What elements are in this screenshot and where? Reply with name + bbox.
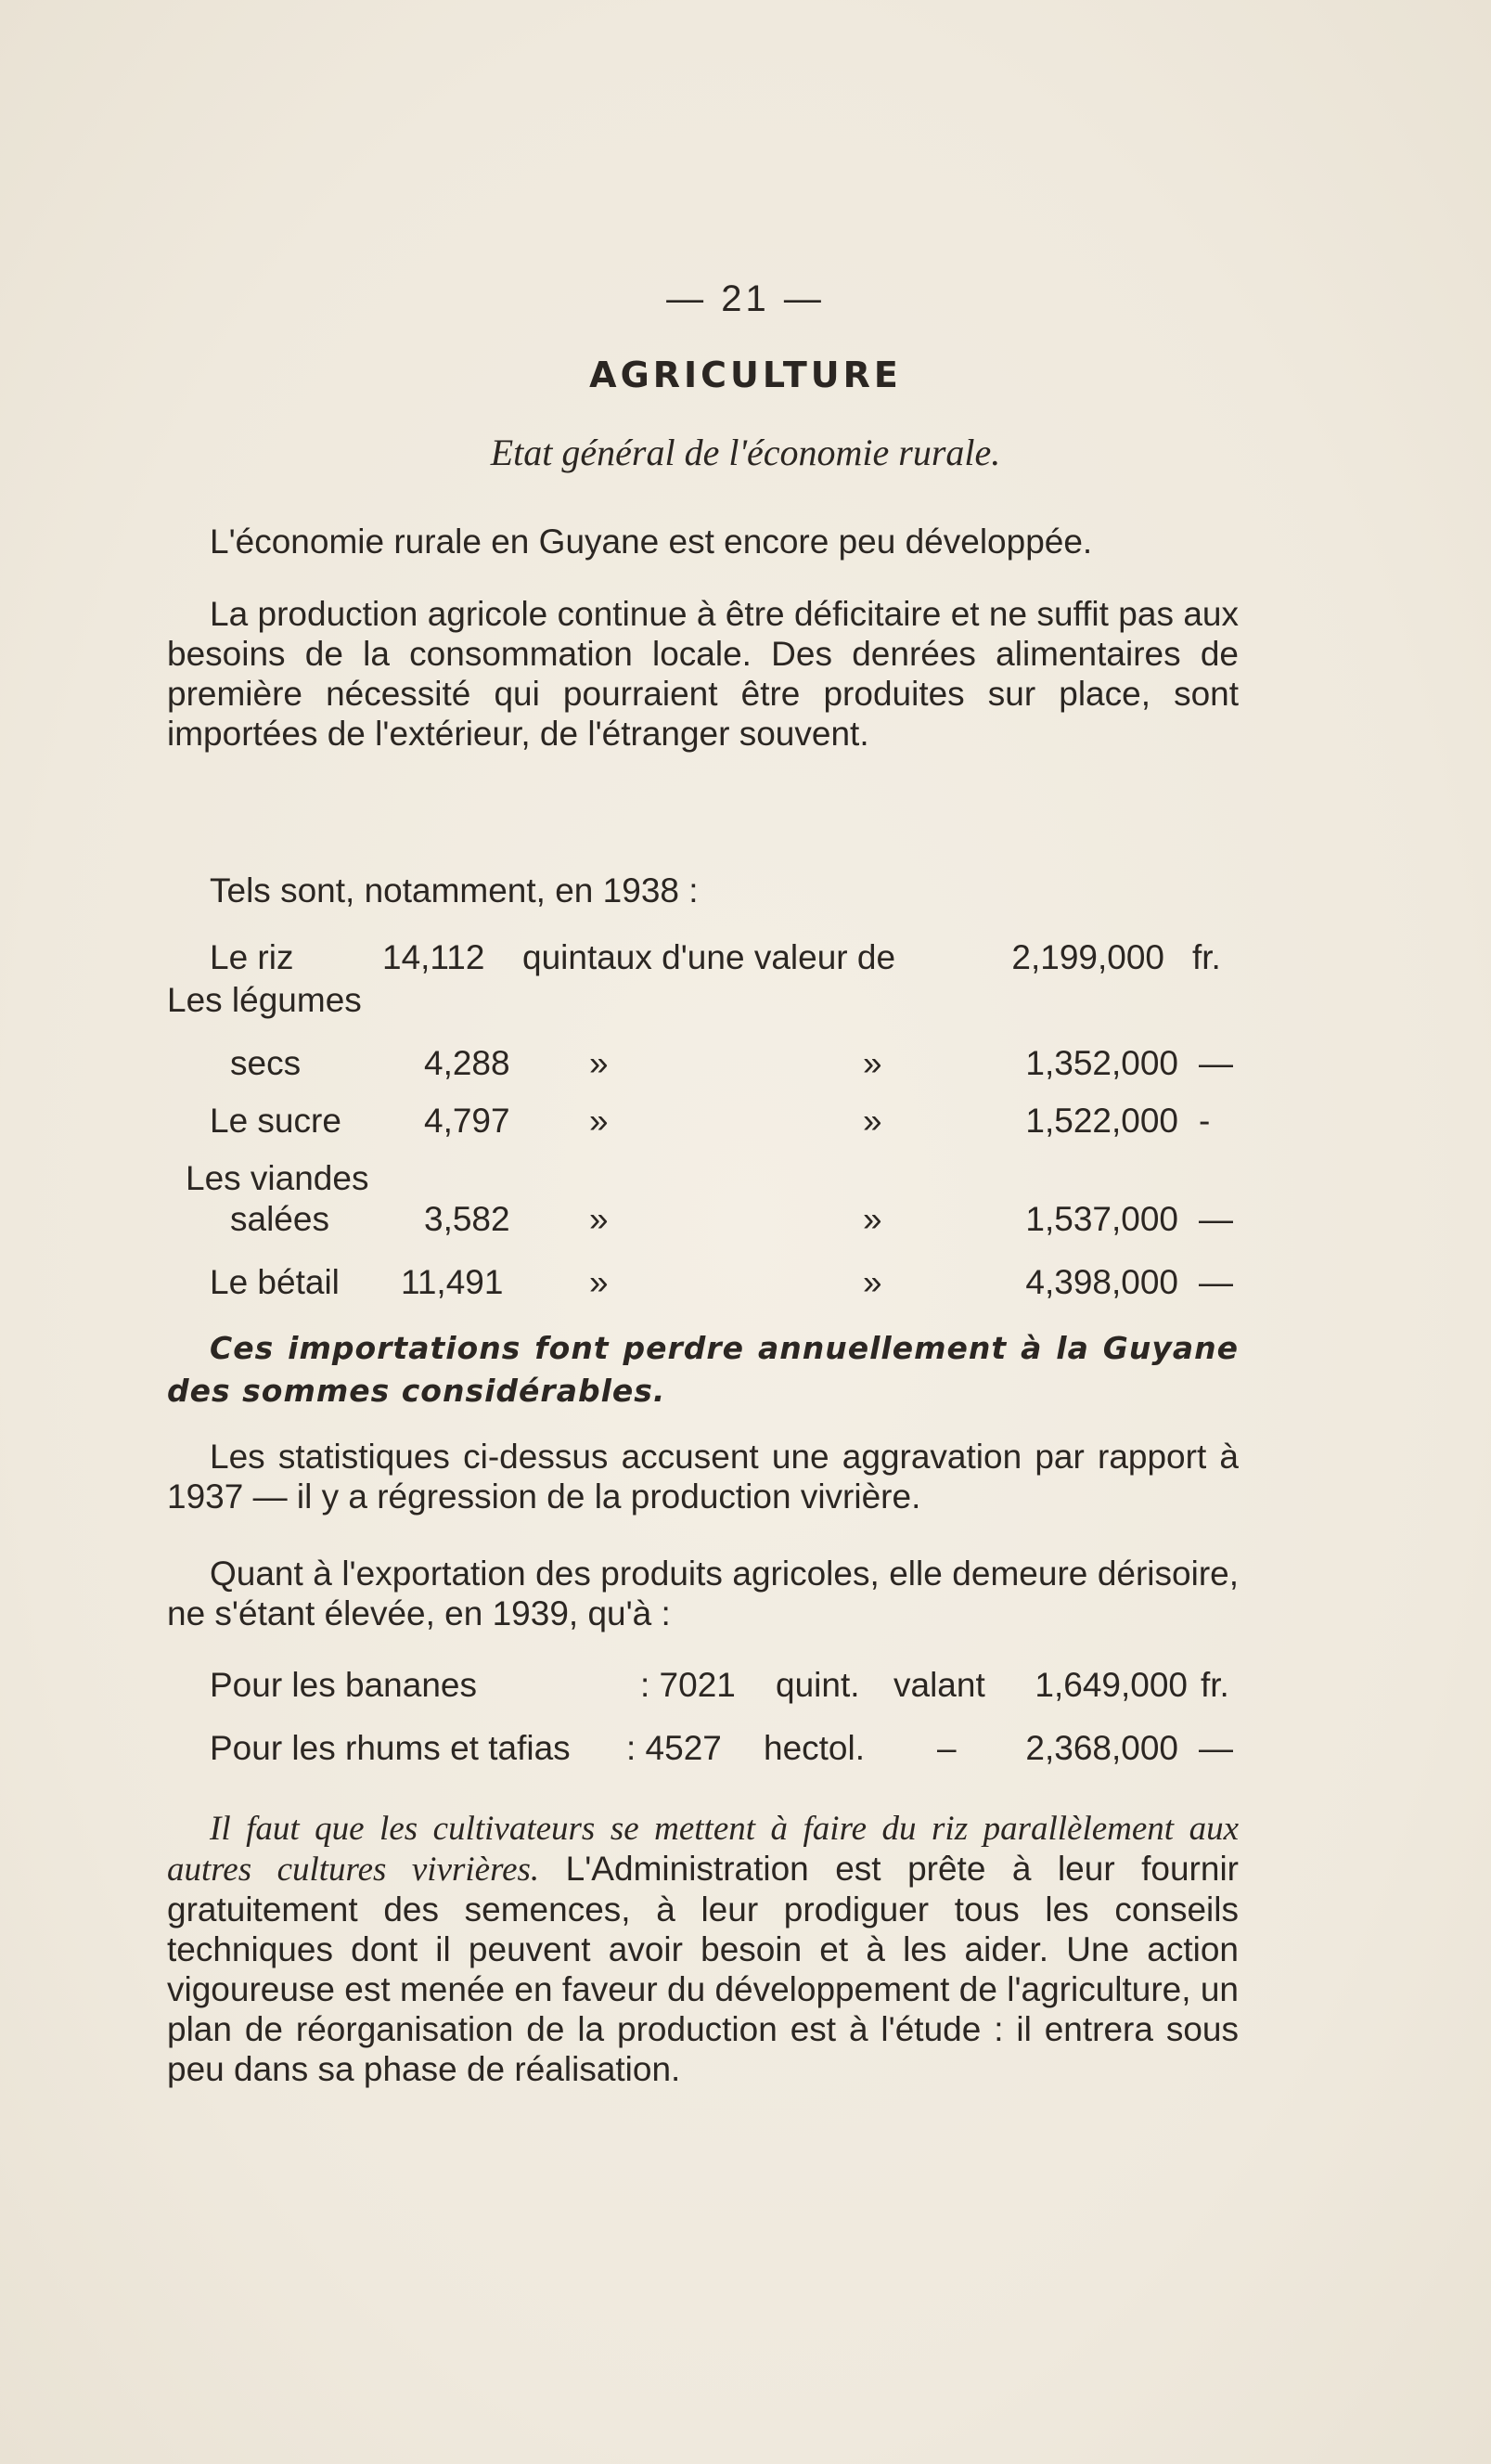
import-label: secs — [230, 1044, 302, 1082]
import-value: 2,199,000 — [1011, 938, 1164, 976]
export-unit: quint. — [776, 1666, 860, 1704]
export-quantity: : 4527 — [626, 1729, 722, 1767]
section-subtitle: Etat général de l'économie rurale. — [490, 432, 1001, 473]
import-label: Le bétail — [210, 1263, 340, 1301]
ditto-mark: » — [863, 1200, 882, 1238]
paragraph-recommendation — [167, 1808, 1239, 2089]
export-quantity: : 7021 — [640, 1666, 736, 1704]
import-quantity: 11,491 — [401, 1263, 504, 1301]
ditto-mark: » — [589, 1200, 609, 1238]
import-label: salées — [230, 1200, 329, 1238]
section-title: AGRICULTURE — [589, 355, 902, 395]
import-quantity: 4,288 — [424, 1044, 510, 1082]
paragraph-production: La production agricole continue à être déficitaire et ne suffit pas aux besoins de la consommation locale. Des denrées alimentaires de première nécessité qui pourraient être produites sur place, sont importées de l'extérieur, de l'étranger souvent. — [167, 595, 1239, 753]
ditto-mark: » — [863, 1263, 882, 1301]
import-value: 4,398,000 — [1025, 1263, 1178, 1301]
ditto-mark: » — [589, 1044, 609, 1082]
export-unit: hectol. — [764, 1729, 866, 1767]
recommendation-italic: Il faut que les cultivateurs se mettent à faire du riz parallèlement aux autres cultures vivrières. — [167, 1810, 1239, 1889]
import-unit: fr. — [1192, 938, 1221, 976]
export-value: 2,368,000 — [1025, 1729, 1178, 1767]
import-description: quintaux d'une valeur de — [522, 938, 896, 976]
import-label: Les légumes — [167, 981, 362, 1019]
import-quantity: 3,582 — [424, 1200, 510, 1238]
paragraph-intro: L'économie rurale en Guyane est encore peu développée. — [210, 522, 1093, 561]
dash-mark: — — [1199, 1044, 1233, 1082]
export-label: Pour les bananes — [210, 1666, 477, 1704]
paragraph-losses: Ces importations font perdre annuellement à la Guyane des sommes considérables. — [167, 1330, 1239, 1409]
paragraph-1938: Tels sont, notamment, en 1938 : — [210, 871, 699, 909]
recommendation-text: L'Administration est prête à leur fournir gratuitement des semences, à leur prodiguer tous les conseils techniques dont il peuvent avoir besoin et à les aider. Une action vigoureuse est menée en faveur du développement de l'agriculture, un plan de réorganisation de la production est à l'étude : il entrera sous peu dans sa phase de réalisation. — [167, 1850, 1239, 2088]
dash-mark: — — [1199, 1263, 1233, 1301]
import-label: Le sucre — [210, 1102, 341, 1140]
export-label: Pour les rhums et tafias — [210, 1729, 571, 1767]
dash-mark: - — [1199, 1102, 1211, 1140]
export-tail: fr. — [1201, 1666, 1229, 1704]
import-quantity: 4,797 — [424, 1102, 510, 1140]
ditto-mark: » — [863, 1102, 882, 1140]
ditto-mark: » — [863, 1044, 882, 1082]
import-quantity: 14,112 — [382, 938, 485, 976]
paragraph-exports: Quant à l'exportation des produits agricoles, elle demeure dérisoire, ne s'étant élevée, en 1939, qu'à : — [167, 1555, 1239, 1632]
ditto-mark: » — [589, 1102, 609, 1140]
export-description: – — [937, 1729, 957, 1767]
import-value: 1,352,000 — [1025, 1044, 1178, 1082]
export-value: 1,649,000 — [1035, 1666, 1188, 1704]
import-value: 1,522,000 — [1025, 1102, 1178, 1140]
import-label: Le riz — [210, 938, 294, 976]
import-value: 1,537,000 — [1025, 1200, 1178, 1238]
dash-mark: — — [1199, 1200, 1233, 1238]
export-tail: — — [1199, 1729, 1233, 1767]
import-label: Les viandes — [186, 1159, 369, 1197]
export-description: valant — [893, 1666, 985, 1704]
page-number: — 21 — — [666, 278, 825, 319]
ditto-mark: » — [589, 1263, 609, 1301]
paragraph-statistics: Les statistiques ci-dessus accusent une aggravation par rapport à 1937 — il y a régression de la production vivrière. — [167, 1438, 1239, 1516]
